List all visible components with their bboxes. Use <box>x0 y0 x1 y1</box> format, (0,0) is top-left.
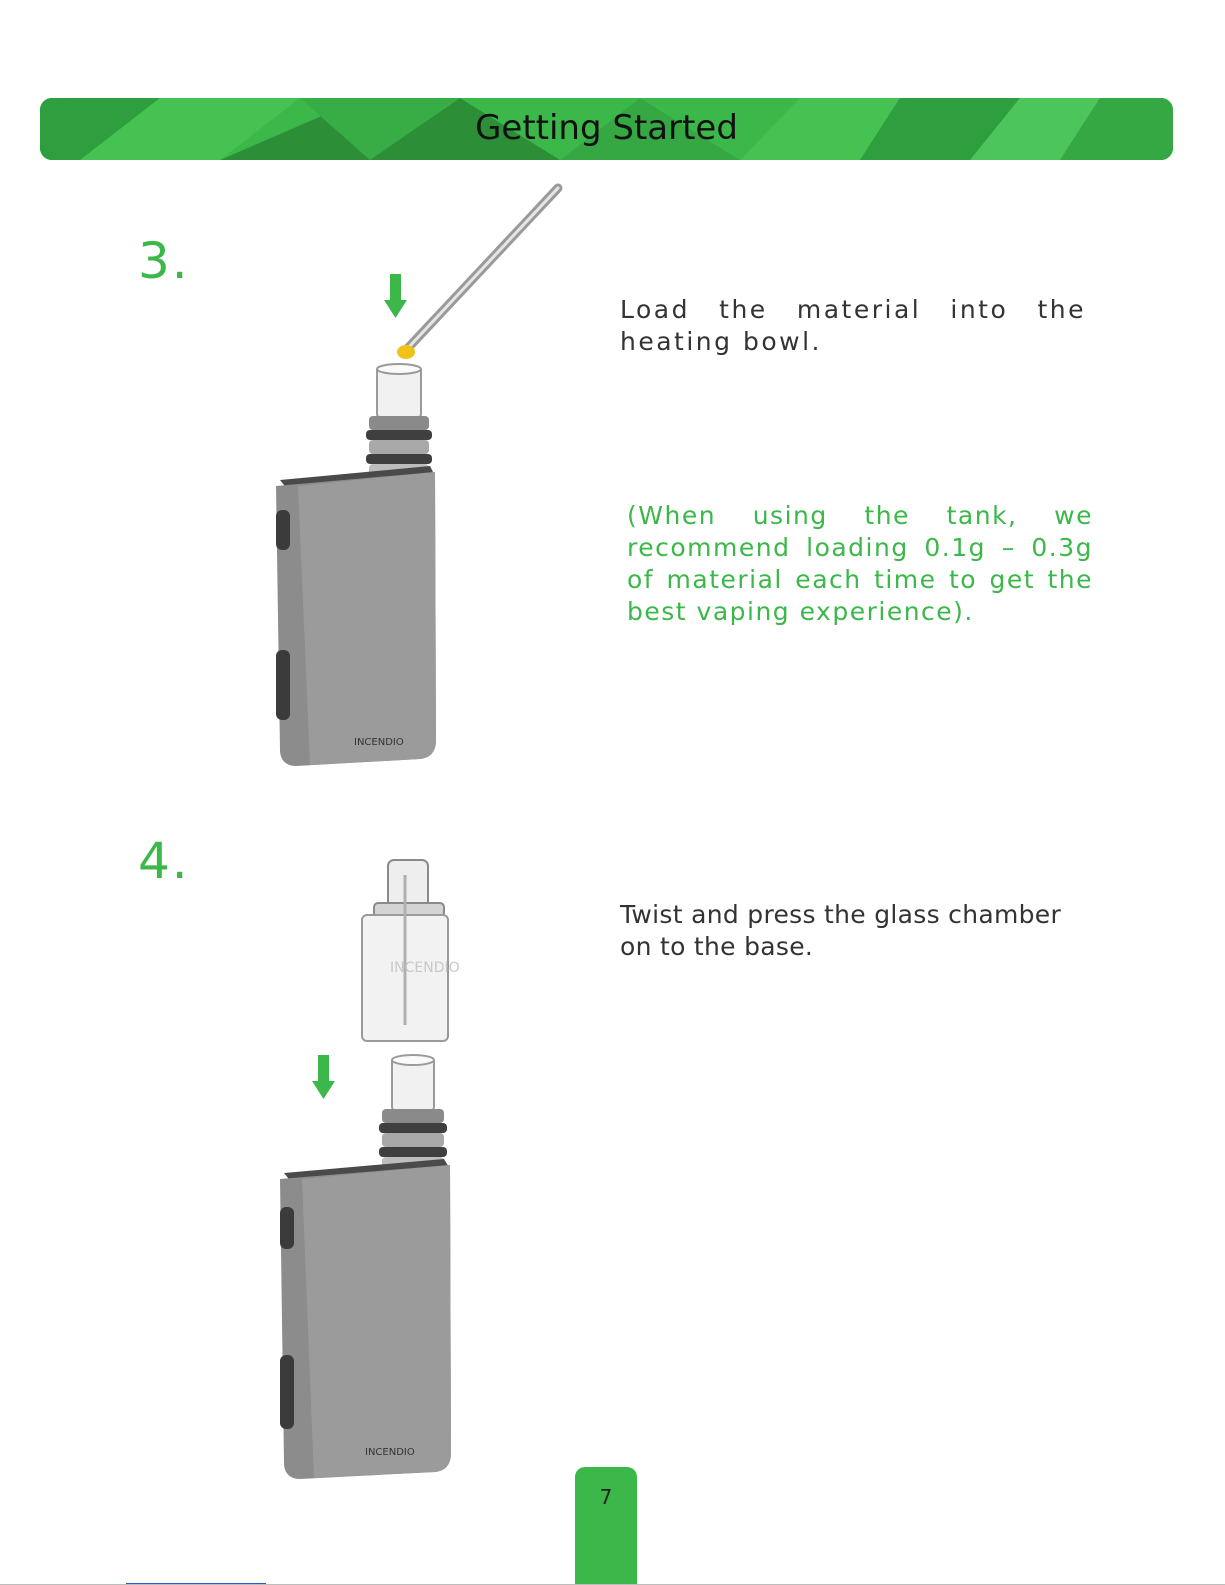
step-4-instruction: Twist and press the glass chamber on to the base. <box>620 900 1062 961</box>
device-loading-illustration <box>270 180 570 780</box>
down-arrow-icon <box>384 274 407 318</box>
page-title: Getting Started <box>475 108 738 148</box>
down-arrow-icon <box>312 1055 335 1099</box>
chamber-brand-label: INCENDIO <box>390 960 460 976</box>
step-3-instruction: Load the material into the heating bowl. <box>620 295 1086 356</box>
device-assembly-illustration <box>270 855 500 1485</box>
step-4-number: 4. <box>138 832 190 890</box>
step-3-note: (When using the tank, we recommend loading 0.1g – 0.3g of material each time to get the best vaping experience). <box>627 501 1093 626</box>
step-3-number: 3. <box>138 232 190 290</box>
material-tip <box>397 345 415 359</box>
page-number: 7 <box>599 1485 613 1509</box>
device-button <box>276 510 290 550</box>
page-number-tab <box>575 1467 637 1585</box>
device-button <box>280 1207 294 1249</box>
device-brand-label: INCENDIO <box>354 737 404 748</box>
device-brand-label: INCENDIO <box>365 1447 415 1458</box>
glass-chamber <box>362 860 460 1041</box>
section-header-banner <box>40 98 1173 160</box>
